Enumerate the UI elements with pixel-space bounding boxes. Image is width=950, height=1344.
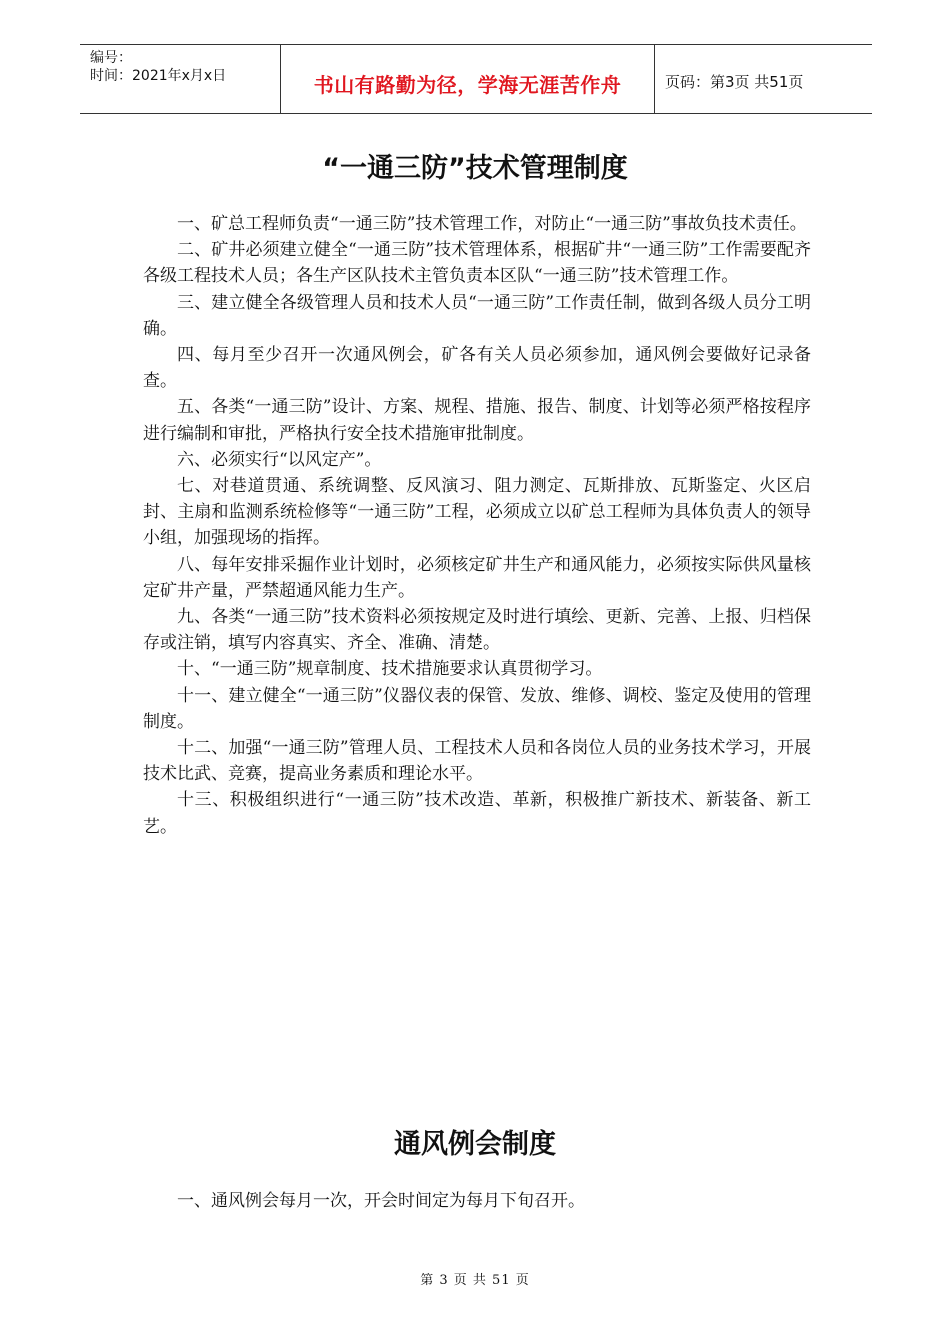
paragraph: 五、各类“一通三防”设计、方案、规程、措施、报告、制度、计划等必须严格按程序进行编制和审批，严格执行安全技术措施审批制度。 <box>143 397 811 444</box>
time-label: 时间：2021年x月x日 <box>90 68 227 84</box>
paragraph: 十三、积极组织进行“一通三防”技术改造、革新，积极推广新技术、新装备、新工艺。 <box>143 790 811 837</box>
header-motto: 书山有路勤为径，学海无涯苦作舟 <box>313 73 622 97</box>
header-page-cell <box>655 45 873 114</box>
paragraph: 三、建立健全各级管理人员和技术人员“一通三防”工作责任制，做到各级人员分工明确。 <box>143 292 811 339</box>
number-label: 编号： <box>90 50 132 66</box>
header-motto-cell <box>281 45 655 114</box>
section2-title: 通风例会制度 <box>394 1129 556 1160</box>
section1-body <box>143 211 811 840</box>
paragraph: 十一、建立健全“一通三防”仪器仪表的保管、发放、维修、调校、鉴定及使用的管理制度。 <box>143 685 811 732</box>
section1-title: “一通三防”技术管理制度 <box>322 153 628 184</box>
document-header <box>80 44 872 114</box>
paragraph: 一、矿总工程师负责“一通三防”技术管理工作，对防止“一通三防”事故负技术责任。 <box>177 214 807 234</box>
paragraph: 二、矿井必须建立健全“一通三防”技术管理体系，根据矿井“一通三防”工作需要配齐各级工程技术人员；各生产区队技术主管负责本区队“一通三防”技术管理工作。 <box>143 240 811 287</box>
section2-body <box>143 1188 811 1214</box>
paragraph: 十二、加强“一通三防”管理人员、工程技术人员和各岗位人员的业务技术学习，开展技术比武、竞赛，提高业务素质和理论水平。 <box>143 738 811 785</box>
page-footer: 第 3 页 共 51 页 <box>420 1273 530 1288</box>
paragraph: 十、“一通三防”规章制度、技术措施要求认真贯彻学习。 <box>177 659 603 680</box>
paragraph: 一、通风例会每月一次，开会时间定为每月下旬召开。 <box>177 1191 585 1211</box>
paragraph: 七、对巷道贯通、系统调整、反风演习、阻力测定、瓦斯排放、瓦斯鉴定、火区启封、主扇和监测系统检修等“一通三防”工程，必须成立以矿总工程师为具体负责人的领导小组，加强现场的指挥。 <box>143 476 811 549</box>
paragraph: 八、每年安排采掘作业计划时，必须核定矿井生产和通风能力，必须按实际供风量核定矿井产量，严禁超通风能力生产。 <box>143 554 811 601</box>
paragraph: 六、必须实行“以风定产”。 <box>177 449 382 470</box>
paragraph: 九、各类“一通三防”技术资料必须按规定及时进行填绘、更新、完善、上报、归档保存或注销，填写内容真实、齐全、准确、清楚。 <box>143 607 811 654</box>
header-page-info: 页码：第3页 共51页 <box>665 73 804 91</box>
paragraph: 四、每月至少召开一次通风例会，矿各有关人员必须参加，通风例会要做好记录备查。 <box>143 345 811 392</box>
header-meta-cell <box>80 45 281 114</box>
